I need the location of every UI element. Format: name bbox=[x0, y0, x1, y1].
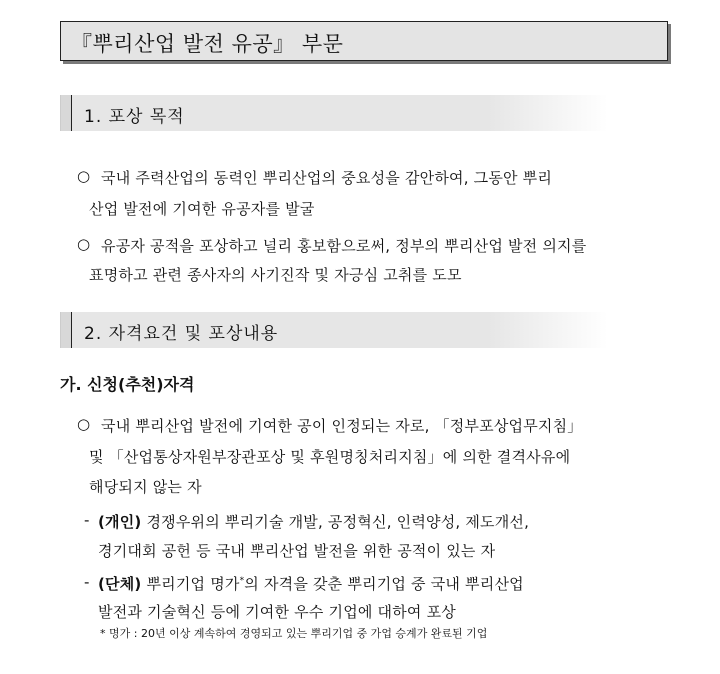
group-line-1 bbox=[98, 573, 524, 594]
individual-line-1 bbox=[98, 511, 529, 532]
footnote: * 명가 : 20년 이상 계속하여 경영되고 있는 뿌리기업 중 가업 승계가 완료된 기업 bbox=[100, 627, 488, 640]
footnote-marker: * bbox=[239, 576, 245, 586]
section-heading-eligibility: 2. 자격요건 및 포상내용 bbox=[84, 324, 279, 344]
individual-line-2: 경기대회 공헌 등 국내 뿌리산업 발전을 위한 공적이 있는 자 bbox=[98, 542, 496, 560]
eligibility-line-2: 및 「산업통상자원부장관포상 및 후원명칭처리지침」에 의한 결격사유에 bbox=[89, 448, 571, 466]
bullet-icon: ○ bbox=[77, 167, 91, 185]
bullet-icon: ○ bbox=[77, 235, 91, 253]
group-text-1a: 뿌리기업 명가 bbox=[146, 575, 240, 593]
eligibility-line-1: 국내 뿌리산업 발전에 기여한 공이 인정되는 자로, 「정부포상업무지침」 bbox=[101, 417, 583, 435]
sub-heading-eligibility: 가. 신청(추천)자격 bbox=[60, 375, 195, 394]
eligibility-line-3: 해당되지 않는 자 bbox=[89, 478, 202, 496]
title-box bbox=[60, 21, 668, 61]
dash-bullet: - bbox=[84, 511, 90, 529]
bullet-icon: ○ bbox=[77, 415, 91, 433]
page-title: 『뿌리산업 발전 유공』 부문 bbox=[71, 32, 344, 56]
purpose-item-2-line-1: 유공자 공적을 포상하고 널리 홍보함으로써, 정부의 뿌리산업 발전 의지를 bbox=[101, 237, 587, 255]
section-heading-purpose: 1. 포상 목적 bbox=[84, 107, 185, 127]
group-tag: (단체) bbox=[98, 575, 142, 593]
section-heading-bar-2 bbox=[60, 312, 608, 348]
dash-bullet: - bbox=[84, 573, 90, 591]
section-heading-bar-1 bbox=[60, 95, 608, 131]
individual-text-1: 경쟁우위의 뿌리기술 개발, 공정혁신, 인력양성, 제도개선, bbox=[146, 513, 530, 531]
purpose-item-1-line-2: 산업 발전에 기여한 유공자를 발굴 bbox=[89, 200, 315, 218]
individual-tag: (개인) bbox=[98, 513, 142, 531]
purpose-item-2-line-2: 표명하고 관련 종사자의 사기진작 및 자긍심 고취를 도모 bbox=[89, 266, 462, 284]
group-text-1b: 의 자격을 갖춘 뿌리기업 중 국내 뿌리산업 bbox=[244, 575, 524, 593]
purpose-item-1-line-1: 국내 주력산업의 동력인 뿌리산업의 중요성을 감안하여, 그동안 뿌리 bbox=[101, 169, 553, 187]
group-line-2: 발전과 기술혁신 등에 기여한 우수 기업에 대하여 포상 bbox=[98, 603, 456, 621]
